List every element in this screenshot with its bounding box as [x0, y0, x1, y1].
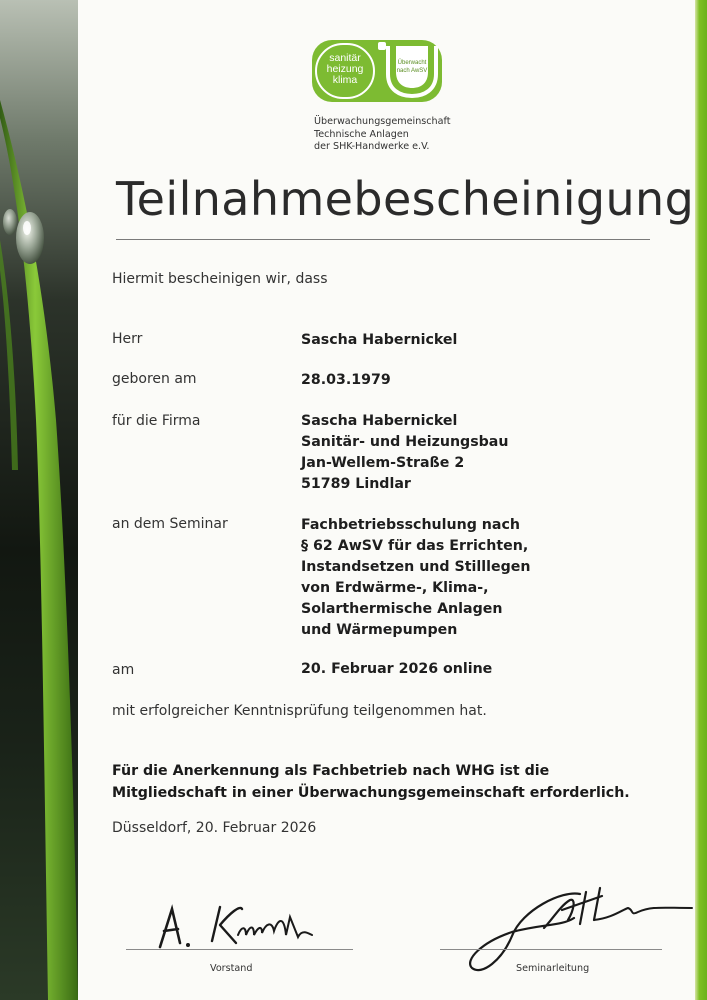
- signature-caption-seminar-lead: Seminarleitung: [516, 963, 590, 974]
- logo-text-line: nach AwSV: [396, 68, 428, 74]
- green-border-bar: [695, 0, 707, 1000]
- seminar-title: [301, 515, 530, 641]
- organization-line: der SHK-Handwerke e.V.: [314, 141, 430, 152]
- seminar-label: an dem Seminar: [112, 516, 228, 532]
- company-address: [301, 411, 508, 495]
- logo-text-line: Überwacht: [397, 60, 427, 66]
- seminar-line: Solarthermische Anlagen: [301, 601, 503, 617]
- seminar-line: und Wärmepumpen: [301, 622, 458, 638]
- organization-name: [314, 116, 450, 154]
- signature-line-right: [440, 949, 662, 950]
- seminar-line: von Erdwärme-, Klima-,: [301, 580, 489, 596]
- company-label: für die Firma: [112, 413, 201, 429]
- organization-line: Überwachungsgemeinschaft: [314, 116, 451, 127]
- logo-text-line: sanitär: [329, 52, 361, 64]
- company-line: Jan-Wellem-Straße 2: [301, 455, 465, 471]
- company-line: Sanitär- und Heizungsbau: [301, 434, 509, 450]
- participant-name: Sascha Habernickel: [301, 332, 458, 348]
- intro-text: Hiermit bescheinigen wir, dass: [112, 271, 328, 287]
- salutation-label: Herr: [112, 331, 143, 347]
- note-line: Für die Anerkennung als Fachbetrieb nach WHG ist die: [112, 763, 550, 779]
- signature-line-left: [126, 949, 353, 950]
- company-line: Sascha Habernickel: [301, 413, 458, 429]
- birth-date-label: geboren am: [112, 371, 197, 387]
- seminar-line: § 62 AwSV für das Errichten,: [301, 538, 529, 554]
- note-line: Mitgliedschaft in einer Überwachungsgemeinschaft erforderlich.: [112, 785, 630, 801]
- logo-text-line: heizung: [326, 63, 364, 75]
- birth-date-value: 28.03.1979: [301, 372, 391, 388]
- grass-blade-image: [0, 0, 78, 1000]
- signature-caption-board: Vorstand: [210, 963, 253, 974]
- company-line: 51789 Lindlar: [301, 476, 411, 492]
- board-signature: [150, 895, 330, 955]
- recognition-note: [112, 760, 630, 804]
- seminar-date-value: 20. Februar 2026 online: [301, 661, 493, 677]
- seminar-line: Fachbetriebsschulung nach: [301, 517, 520, 533]
- sanitaer-heizung-klima-logo: [312, 40, 442, 108]
- seminar-line: Instandsetzen und Stilllegen: [301, 559, 531, 575]
- place-and-date: Düsseldorf, 20. Februar 2026: [112, 820, 317, 836]
- decorative-grass-panel: [0, 0, 78, 1000]
- logo-text-line: klima: [332, 74, 358, 86]
- certificate-title: Teilnahmebescheinigung: [116, 172, 695, 226]
- organization-line: Technische Anlagen: [314, 128, 409, 140]
- completion-text: mit erfolgreicher Kenntnisprüfung teilgenommen hat.: [112, 703, 487, 719]
- seminar-date-label: am: [112, 662, 135, 678]
- title-divider: [116, 239, 650, 240]
